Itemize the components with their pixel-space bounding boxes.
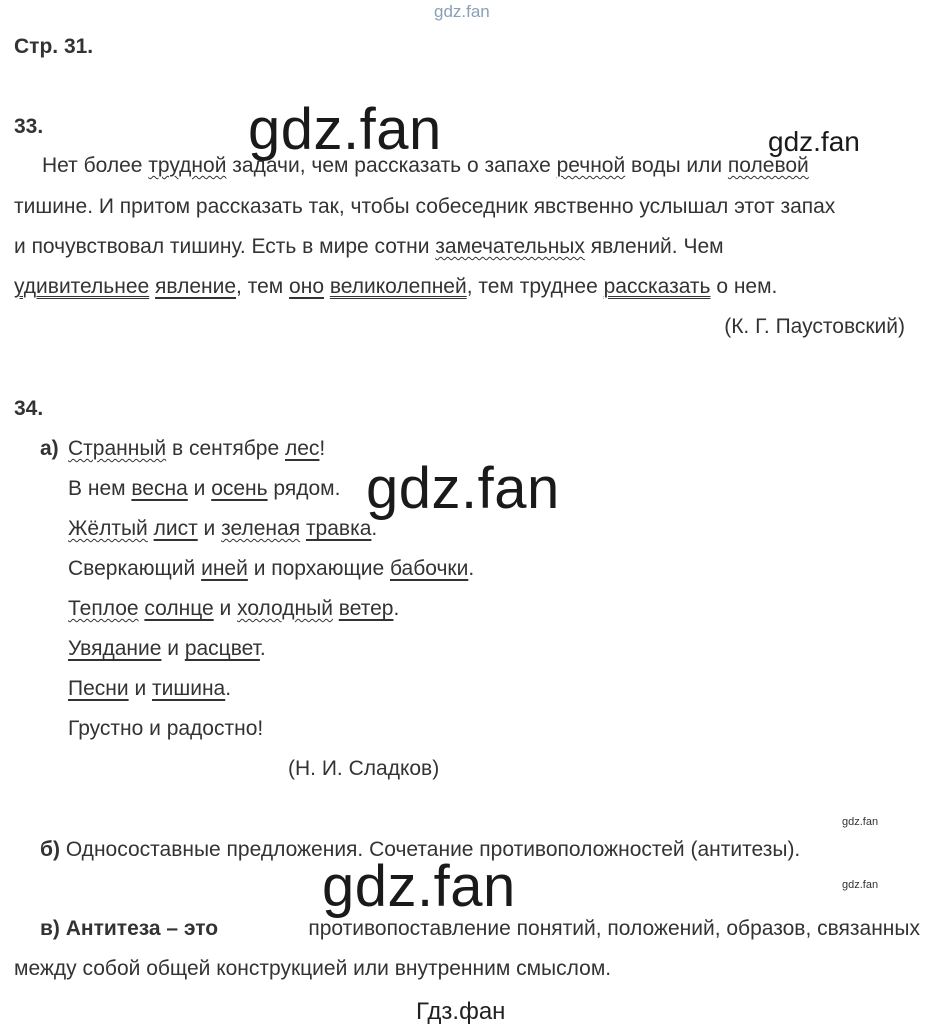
text-fragment: и (197, 517, 222, 540)
subject-word: тишина (152, 677, 226, 700)
text-fragment: задачи, чем рассказать о запахе (226, 154, 557, 177)
poem-line (68, 437, 325, 461)
text-fragment: и почувствовал тишину. Есть в мире сотни (14, 235, 436, 258)
watermark-large: gdz.fan (248, 97, 442, 162)
text-fragment: и (161, 637, 185, 660)
part-b (40, 838, 800, 862)
poem-line (68, 637, 266, 661)
watermark-large: gdz.fan (322, 854, 516, 919)
attribute-word: Жёлтый (68, 517, 148, 540)
author-credit: (Н. И. Сладков) (288, 757, 440, 780)
text-fragment: Сверкающий (68, 557, 202, 580)
poem-line (68, 597, 399, 621)
part-text: противопоставление понятий, положений, образов, связанных (308, 917, 920, 940)
subject-word: ветер (338, 597, 394, 620)
text-line (14, 235, 724, 259)
subject-word: иней (201, 557, 248, 580)
author-credit: (К. Г. Паустовский) (724, 315, 905, 338)
poem-line (68, 517, 377, 541)
text-line (42, 154, 809, 178)
attribute-word: зеленая (221, 517, 301, 540)
text-fragment: . (468, 557, 475, 580)
subject-word: оно (289, 275, 325, 298)
predicate-word: речной (556, 154, 626, 177)
subject-word: осень (211, 477, 268, 500)
text-fragment: воды или (625, 154, 728, 177)
text-fragment: Нет более (42, 154, 149, 177)
text-fragment: и (187, 477, 212, 500)
text-fragment: . (259, 637, 266, 660)
part-label: в) Антитеза – это (40, 917, 219, 940)
text-fragment: , тем (236, 275, 290, 298)
text-fragment: о нем. (710, 275, 778, 298)
text-fragment: и (213, 597, 238, 620)
subject-word: явление (155, 275, 237, 298)
text-line (14, 275, 777, 299)
predicate-word: полевой (727, 154, 809, 177)
text-line: между собой общей конструкцией или внутренним смыслом. (14, 957, 612, 980)
text-fragment: ! (319, 437, 326, 460)
poem-line (68, 557, 474, 581)
part-label: б) (40, 838, 60, 861)
text-fragment: и (128, 677, 153, 700)
subject-word: весна (131, 477, 188, 500)
subject-word: бабочки (389, 557, 469, 580)
watermark-top: gdz.fan (434, 2, 490, 21)
text-fragment: Грустно и радостно! (68, 717, 264, 740)
watermark-large: gdz.fan (366, 456, 560, 521)
text-fragment: тишине. И притом рассказать так, чтобы собеседник явственно услышал этот запах (14, 195, 836, 218)
watermark-small: gdz.fan (842, 879, 879, 891)
text-fragment: . (393, 597, 400, 620)
watermark-footer: Гдз.фан (416, 998, 506, 1025)
text-fragment: В нем (68, 477, 132, 500)
poem-line (68, 677, 231, 701)
exercise-number: 33. (14, 115, 44, 138)
text-fragment: явлений. Чем (584, 235, 724, 258)
predicate-word: удивительнее (14, 275, 150, 298)
part-text: Односоставные предложения. Сочетание противоположностей (антитезы). (65, 838, 801, 861)
text-fragment: рядом. (267, 477, 341, 500)
text-fragment: , тем труднее (466, 275, 604, 298)
predicate-word: замечательных (435, 235, 585, 258)
text-line (40, 917, 920, 941)
attribute-word: Странный (68, 437, 167, 460)
subject-word: лист (153, 517, 198, 540)
text-fragment: . (371, 517, 378, 540)
part-label: а) (40, 437, 59, 460)
predicate-word: трудной (148, 154, 227, 177)
text-line (14, 195, 835, 219)
attribute-word: холодный (237, 597, 333, 620)
text-fragment: в сентябре (166, 437, 285, 460)
predicate-word: великолепней (329, 275, 467, 298)
watermark-medium: gdz.fan (768, 126, 860, 157)
page-label: Стр. 31. (14, 35, 94, 58)
subject-word: лес (284, 437, 320, 460)
poem-line (68, 717, 263, 741)
subject-word: солнце (144, 597, 214, 620)
part-c (40, 917, 920, 941)
predicate-word: рассказать (603, 275, 711, 298)
poem-line (68, 477, 340, 501)
subject-word: Увядание (68, 637, 162, 660)
subject-word: травка (305, 517, 372, 540)
text-fragment: и порхающие (247, 557, 390, 580)
text-fragment: . (225, 677, 232, 700)
exercise-number: 34. (14, 397, 44, 420)
subject-word: расцвет (184, 637, 260, 660)
watermark-small: gdz.fan (842, 816, 879, 828)
subject-word: Песни (68, 677, 129, 700)
attribute-word: Теплое (68, 597, 139, 620)
